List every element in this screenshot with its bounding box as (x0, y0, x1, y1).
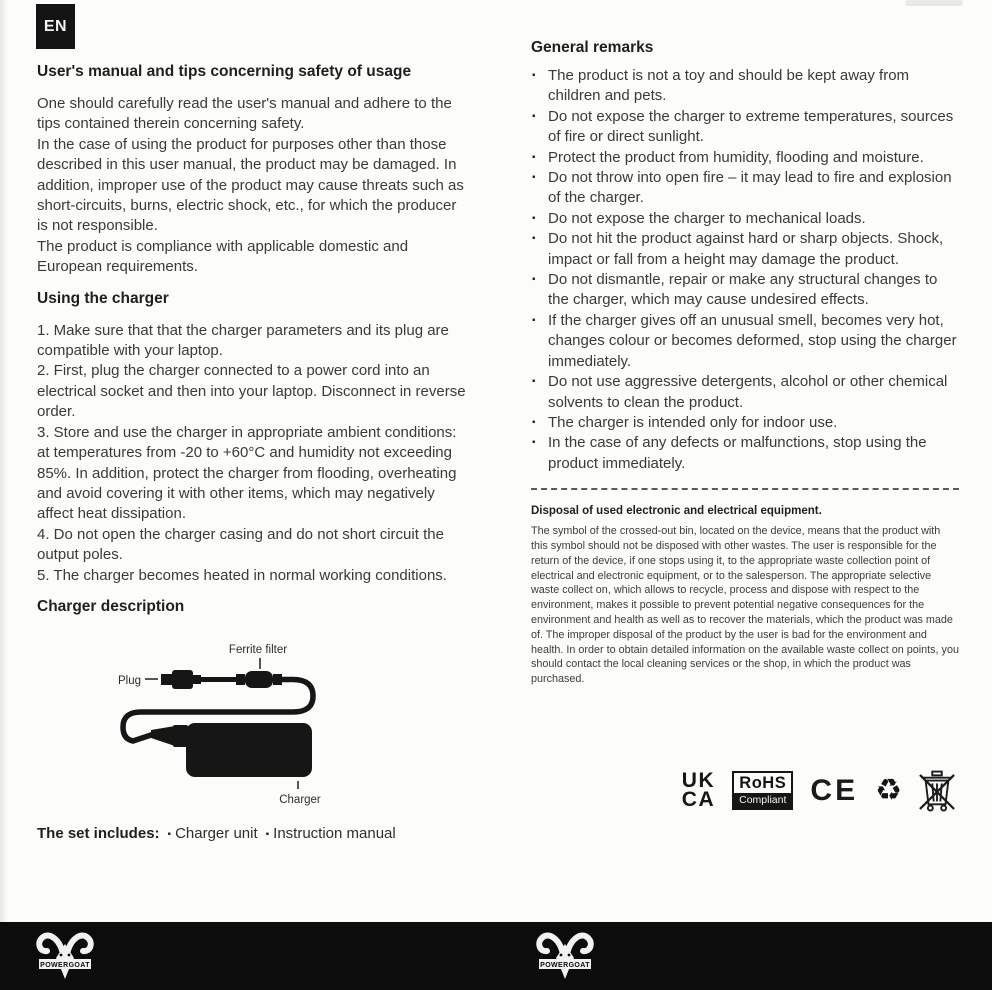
rohs-subtitle: Compliant (734, 793, 791, 809)
bullet-icon: ▪ (167, 828, 172, 840)
powergoat-logo (535, 926, 595, 984)
plug-icon (161, 670, 201, 689)
step-item: 4. Do not open the charger casing and do not short circuit the output poles. (37, 525, 444, 564)
rohs-mark (732, 771, 793, 810)
charger-body-icon (186, 723, 312, 777)
general-remarks-title: General remarks (531, 39, 654, 56)
list-item: ▪ If the charger gives off an unusual smell, becomes very hot, changes colour or becomes deformed, stop using the charger immediately. (531, 311, 959, 372)
disposal-heading: Disposal of used electronic and electrical equipment. (531, 505, 822, 518)
disposal-text: The symbol of the crossed-out bin, located on the device, means that the product with this symbol should not be disposed with other wastes. The user is responsible for the return of the device, if one stops using it, to the appropriate waste collection point of electrical and electronic equipment, or to the salesperson. The appropriate selective waste collect on, which allows to recycle, process and dispose with respect to the environment, makes it possible to prevent potential negative consequences for the environment and health as well as to recover the materials, which the product was made of. The improper disposal of the product by the user is bad for the environment and health. In order to obtain detailed information on the available waste collect on points, you should contact the local cleaning services or the shop, in which the product was purchased. (531, 525, 959, 686)
using-section-title: Using the charger (37, 289, 169, 307)
charger-diagram (37, 633, 467, 811)
bullet-icon: ▪ (265, 828, 270, 840)
brand-name: POWERGOAT (40, 962, 90, 969)
scan-edge-artifact (0, 0, 8, 922)
ukca-mark (681, 769, 716, 811)
right-column (531, 38, 959, 813)
compliance-marks (531, 769, 959, 813)
list-item: ▪ The charger is intended only for indoor use. (531, 413, 959, 433)
list-item: ▪ Do not expose the charger to mechanical loads. (531, 209, 959, 229)
step-item: 3. Store and use the charger in appropriate ambient conditions: at temperatures from -20 to +60°C and humidity not exceeding 85%. In addition, protect the charger from flooding, overheating and avoid covering it with other items, which may negatively affect heat dissipation. (37, 423, 457, 523)
ukca-line: UK (681, 769, 716, 793)
powergoat-logo (35, 926, 95, 984)
charger-label: Charger (279, 793, 321, 806)
left-column (37, 62, 467, 842)
brand-name: POWERGOAT (540, 962, 590, 969)
list-item: ▪ Do not expose the charger to extreme temperatures, sources of fire or direct sunlight. (531, 107, 959, 148)
step-item: 1. Make sure that that the charger parameters and its plug are compatible with your laptop. (37, 321, 449, 360)
ferrite-filter-label: Ferrite filter (228, 643, 288, 656)
list-item: ▪ The product is not a toy and should be kept away from children and pets. (531, 66, 959, 107)
intro-paragraph: In the case of using the product for purposes other than those described in this user manual, the product may be damaged. In addition, improper use of the product may cause threats such as short-circuits, burns, electric shock, etc., for which the producer is not responsible. (37, 135, 464, 235)
step-item: 2. First, plug the charger connected to a power cord into an electrical socket and then into your laptop. Disconnect in reverse order. (37, 362, 466, 421)
weee-bin-icon (919, 769, 955, 813)
description-section-title: Charger description (37, 597, 185, 615)
set-includes-item: Charger unit (175, 824, 258, 842)
usage-section-title: User's manual and tips concerning safety of usage (37, 63, 412, 80)
list-item: ▪ Do not dismantle, repair or make any structural changes to the charger, which may cause undesired effects. (531, 270, 959, 311)
rohs-title: RoHS (739, 774, 787, 793)
ukca-line: CA (681, 787, 716, 811)
dashed-divider (531, 488, 959, 490)
general-remarks-list (531, 66, 959, 474)
step-item: 5. The charger becomes heated in normal working conditions. (37, 566, 447, 584)
ce-mark: CE (810, 773, 859, 807)
recycle-icon: ♻ (875, 773, 902, 807)
list-item: ▪ In the case of any defects or malfunctions, stop using the product immediately. (531, 433, 959, 474)
list-item: ▪ Do not use aggressive detergents, alcohol or other chemical solvents to clean the product. (531, 372, 959, 413)
intro-paragraph: The product is compliance with applicable domestic and European requirements. (37, 237, 409, 276)
steps-list (37, 321, 467, 586)
intro-paragraph: One should carefully read the user's manual and adhere to the tips contained therein concerning safety. (37, 95, 452, 133)
set-includes-label: The set includes: (37, 824, 160, 842)
language-badge: EN (36, 4, 75, 49)
footer-bar (0, 922, 992, 990)
list-item: ▪ Do not throw into open fire – it may lead to fire and explosion of the charger. (531, 168, 959, 209)
list-item: ▪ Do not hit the product against hard or sharp objects. Shock, impact or fall from a height may damage the product. (531, 229, 959, 270)
intro-paragraphs (37, 94, 467, 278)
plug-label: Plug (117, 674, 141, 687)
list-item: ▪ Protect the product from humidity, flooding and moisture. (531, 148, 959, 168)
set-includes-item: Instruction manual (273, 824, 396, 842)
dc-connector-icon (151, 725, 188, 747)
ferrite-filter-icon (236, 671, 282, 688)
set-includes-line (37, 825, 467, 842)
scan-smudge-artifact (905, 0, 963, 6)
